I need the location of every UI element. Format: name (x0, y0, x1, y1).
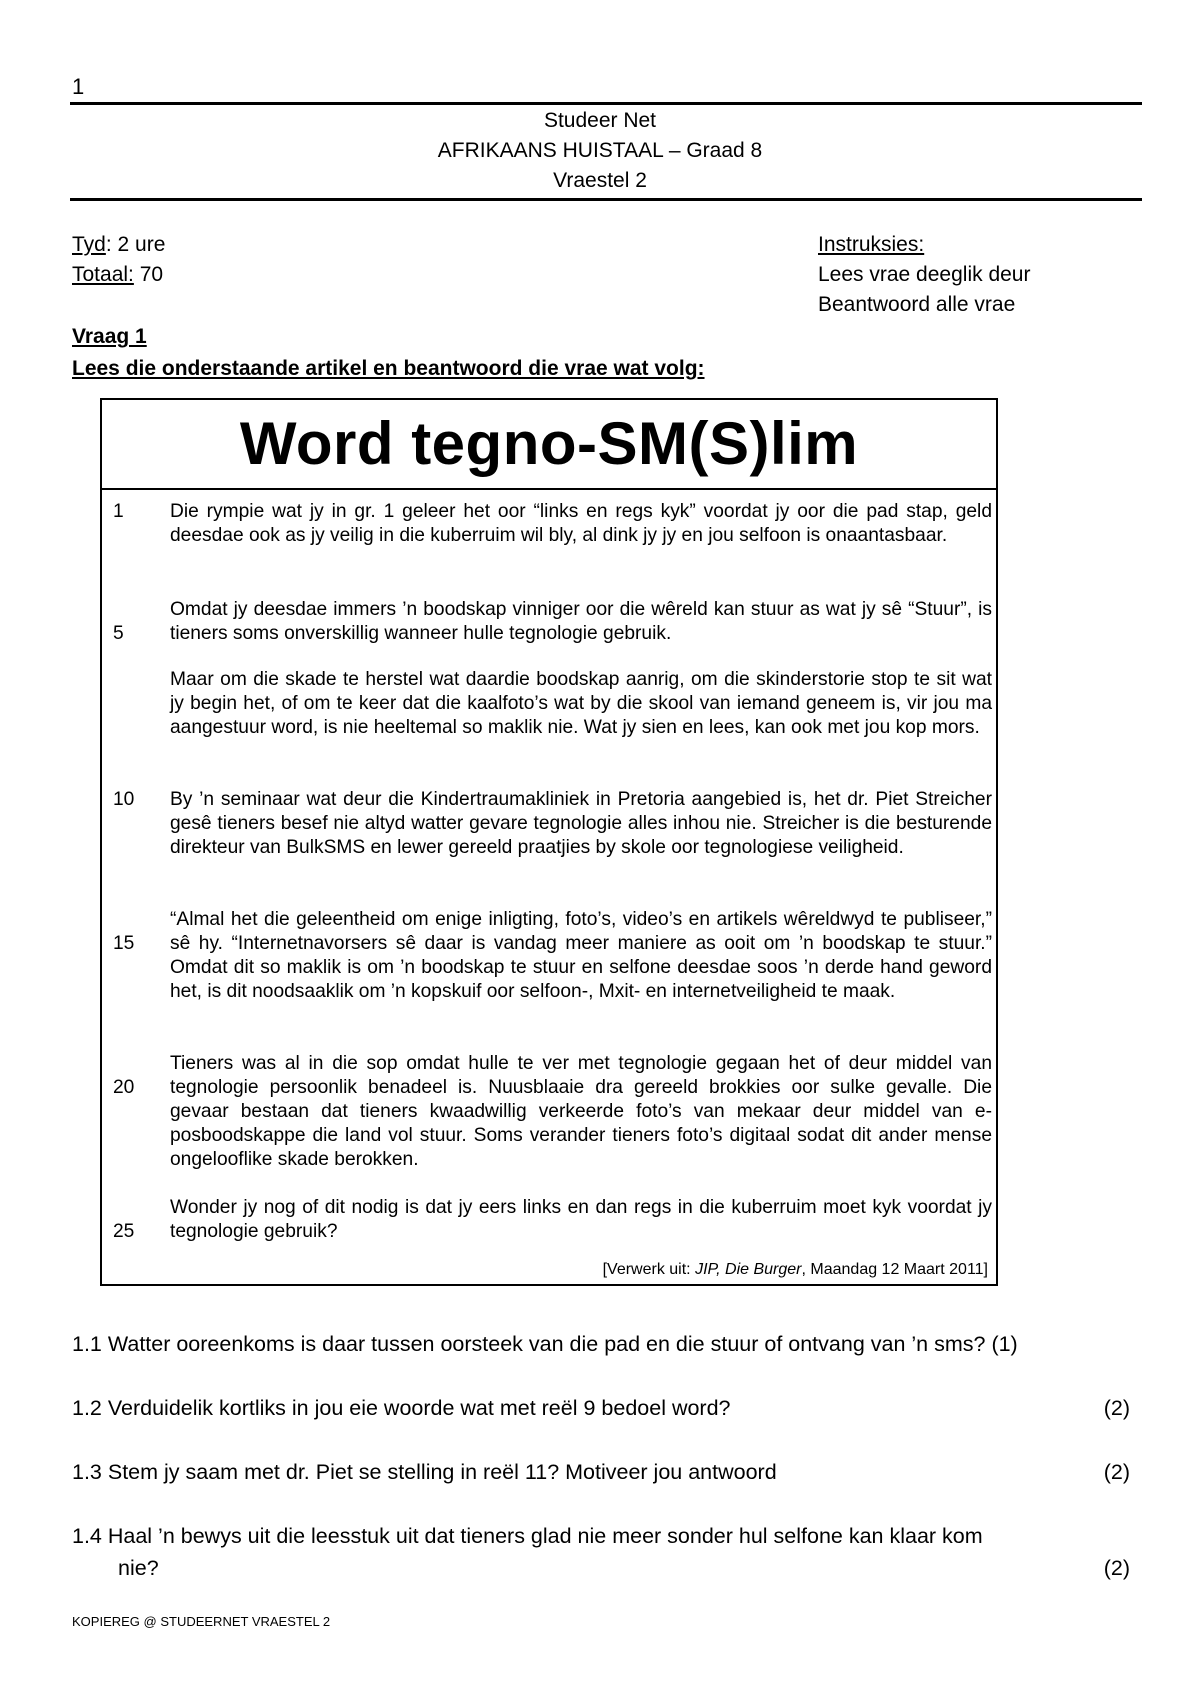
source-suffix: , Maandag 12 Maart 2011] (801, 1261, 988, 1278)
line-number: 10 (113, 789, 135, 810)
question-1-3 (72, 1456, 1130, 1488)
source-prefix: [Verwerk uit: (602, 1261, 696, 1278)
page-number: 1 (72, 74, 85, 99)
header-top-rule (70, 102, 1142, 105)
question-text: 1.4 Haal ’n bewys uit die leesstuk uit dat tieners glad nie meer sonder hul selfone kan klaar kom (72, 1524, 983, 1548)
question-text: 1.2 Verduidelik kortliks in jou eie woorde wat met reël 9 bedoel word? (72, 1396, 731, 1420)
section-title: Vraag 1 (72, 325, 147, 348)
question-mark: (2) (1103, 1460, 1130, 1484)
article-paragraph: Wonder jy nog of dit nodig is dat jy eers links en dan regs in die kuberruim moet kyk voordat jy tegnologie gebruik? (170, 1197, 992, 1242)
article-paragraph: “Almal het die geleentheid om enige inligting, foto’s, video’s en artikels wêreldwyd te publiseer,” sê hy. “Internetnavorsers sê daar is vandag meer maniere as ooit om ’n boodskap te stuur.” Omdat dit so maklik is om ’n boodskap te stuur en selfone deesdae soos ’n derde hand geword het, is dit noodsaaklik om ’n kopskuif oor selfoon-, Mxit- en internetveiligheid te maak. (170, 909, 992, 1002)
source-author: JIP, Die Burger (695, 1261, 802, 1278)
question-1-4 (72, 1520, 1130, 1584)
line-number: 1 (113, 501, 124, 522)
question-text: 1.1 Watter ooreenkoms is daar tussen oorsteek van die pad en die stuur of ontvang van ’n sms? (1) (72, 1332, 1018, 1356)
section-instruction: Lees die onderstaande artikel en beantwoord die vrae wat volg: (72, 357, 705, 380)
header-subject: AFRIKAANS HUISTAAL – Graad 8 (437, 139, 763, 162)
total-value: 70 (133, 263, 164, 286)
header-paper: Vraestel 2 (553, 169, 647, 192)
instruction-item: Beantwoord alle vrae (818, 293, 1016, 316)
question-text: 1.3 Stem jy saam met dr. Piet se stelling in reël 11? Motiveer jou antwoord (72, 1460, 777, 1484)
line-number: 15 (113, 933, 135, 954)
line-number: 20 (113, 1077, 135, 1098)
article-paragraph: Die rympie wat jy in gr. 1 geleer het oor “links en regs kyk” voordat jy oor die pad stap, geld deesdae ook as jy veilig in die kuberruim wil bly, al dink jy jy en jou selfoon is onaantasbaar. (170, 501, 992, 546)
copyright-footer: KOPIEREG @ STUDEERNET VRAESTEL 2 (72, 1614, 331, 1629)
line-number: 25 (113, 1221, 135, 1242)
line-number: 5 (113, 623, 124, 644)
time-value: : 2 ure (105, 233, 166, 256)
question-1-1 (72, 1328, 1130, 1360)
total-info (72, 260, 163, 290)
time-label: Tyd (72, 233, 106, 256)
article-paragraph: Maar om die skade te herstel wat daardie boodskap aanrig, om die skinderstorie stop te sit wat jy begin het, of om te keer dat die kaalfoto’s wat by die skool van iemand geneem is, vir jou ma aangestuur word, is nie heeltemal so maklik nie. Wat jy sien en lees, kan ook met jou kop mors. (170, 669, 992, 738)
header-school: Studeer Net (543, 109, 657, 132)
total-label: Totaal: (72, 263, 134, 286)
time-info (72, 230, 165, 260)
header-bottom-rule (70, 198, 1142, 201)
instructions-title: Instruksies: (818, 233, 925, 256)
question-1-2 (72, 1392, 1130, 1424)
article-title: Word tegno-SM(S)lim (102, 400, 996, 490)
question-continuation: nie? (118, 1556, 159, 1580)
article-source (603, 1260, 988, 1280)
article-box (100, 398, 998, 1286)
instruction-item: Lees vrae deeglik deur (818, 263, 1031, 286)
article-paragraph: By ’n seminaar wat deur die Kindertraumakliniek in Pretoria aangebied is, het dr. Piet Streicher gesê tieners besef nie altyd watter gevare tegnologie alles inhou nie. Streicher is die besturende direkteur van BulkSMS en lewer gereeld praatjies by skole oor tegnologiese veiligheid. (170, 789, 992, 858)
question-mark: (2) (1103, 1396, 1130, 1420)
question-mark: (2) (1103, 1556, 1130, 1580)
article-paragraph: Omdat jy deesdae immers ’n boodskap vinniger oor die wêreld kan stuur as wat jy sê “Stuur”, is tieners soms onverskillig wanneer hulle tegnologie gebruik. (170, 599, 992, 644)
instructions-block (818, 230, 1030, 320)
article-paragraph: Tieners was al in die sop omdat hulle te ver met tegnologie gegaan het of deur middel van tegnologie persoonlik benadeel is. Nuusblaaie dra gereeld brokkies oor sulke gevalle. Die gevaar bestaan dat tieners kwaadwillig verkeerde foto’s van mekaar deur middel van e-posboodskappe die land vol stuur. Soms verander tieners foto’s digitaal sodat dit ander mense ongelooflike skade berokken. (170, 1053, 992, 1170)
